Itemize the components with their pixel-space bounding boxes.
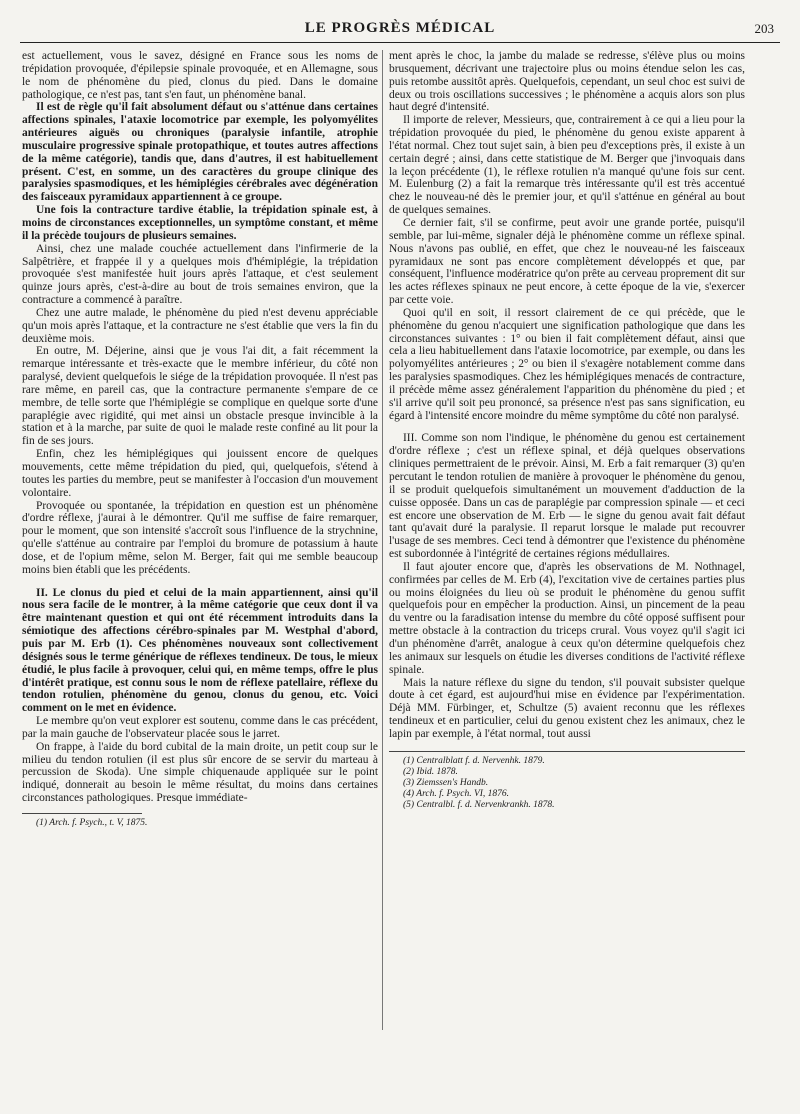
- journal-title: LE PROGRÈS MÉDICAL: [304, 20, 496, 36]
- paragraph: On frappe, à l'aide du bord cubital de la main droite, un petit coup sur le milieu du tendon rotulien (il est plus sûr encore de se servir du marteau à percussion de Skoda). Une simple chiquenaude appliquée sur le point indiqué, donnerait au besoin le même résultat, du moins dans certaines circonstances pathologiques. Presque immédiate-: [22, 740, 378, 805]
- paragraph: Mais la nature réflexe du signe du tendon, s'il pouvait subsister quelque doute à cet égard, est aujourd'hui mise en évidence par l'expérimentation. Déjà MM. Fürbinger, et, Schultze (5) avaient reconnu que les réflexes tendineux et en particulier, celui du genou existent chez les animaux, chez le lapin par exemple, à l'état normal, tout aussi: [389, 676, 745, 740]
- footnotes: [389, 751, 745, 811]
- paragraph: Une fois la contracture tardive établie, la trépidation spinale est, à moins de circonstances exceptionnelles, un symptôme constant, et même il la précède toujours de plusieurs semaines.: [22, 204, 378, 242]
- paragraph: En outre, M. Déjerine, ainsi que je vous l'ai dit, a fait récemment la remarque intéressante et très-exacte que le membre inférieur, du côté non paralysé, devient quelquefois le siége de la trépidation provoquée. Il n'est pas rare même, en pareil cas, que la contracture permanente s'empare de ce membre, de telle sorte que l'hémiplégie se complique en quelque sorte d'une paraplégie avec rigidité, qui met ainsi un obstacle presque invincible à la station et à la marche, par suite de quoi le malade reste confiné au lit pour la fin de ses jours.: [22, 345, 378, 448]
- footnote: (2) Ibid. 1878.: [403, 766, 458, 777]
- paragraph: est actuellement, vous le savez, désigné en France sous les noms de trépidation provoquée, d'épilepsie spinale provoquée, et en Allemagne, sous le nom de phénomène du pied, clonus du pied. Dans le domaine pathologique, ce n'est pas, tant s'en faut, un phénomène banal.: [22, 50, 378, 101]
- paragraph: Il importe de relever, Messieurs, que, contrairement à ce qui a lieu pour la trépidation provoquée du pied, le phénomène du genou existe apparent à l'état normal. Chez tout sujet sain, à bien peu d'exceptions près, il existe à un certain degré ; ainsi, dans cette statistique de M. Berger que j'invoquais dans la leçon précédente (1), le réflexe rotulien n'a manqué qu'une fois sur cent. M. Eulenburg (2) a fait la remarque très intéressante qu'il est très accentué chez le nouveau-né dès le premier jour, et qu'il s'atténue en général au bout de quelques semaines.: [389, 114, 745, 217]
- footnote: (5) Centralbl. f. d. Nervenkrankh. 1878.: [403, 799, 555, 810]
- paragraph: Quoi qu'il en soit, il ressort clairement de ce qui précède, que le phénomène du genou n'acquiert une signification pathologique que dans les circonstances suivantes : 1° ou bien il fait complètement défaut, ainsi que cela a lieu habituellement dans l'ataxie locomotrice, par exemple, ou dans les polyomyélites antérieures ; 2° ou bien il s'exagère notablement comme dans les paralysies spasmodiques. Chez les hémiplégiques menacés de contracture, il précède même assez généralement l'apparition du phénomène du pied ; et s'il arrive qu'il soit peu prononcé, sa présence n'est pas sans signification, eu égard à l'intensité encore moindre du même symptôme du côté non paralysé.: [389, 306, 745, 422]
- section-paragraph: III. Comme son nom l'indique, le phénomène du genou est certainement d'ordre réflexe ; c'est un réflexe spinal, et déjà quelques observations cliniques permettraient de le prévoir. Ainsi, M. Erb a fait remarquer (3) qu'en percutant le tendon rotulien de manière à provoquer le phénomène du genou, il se produit quelquefois simultanément un mouvement d'adduction de la cuisse opposée. Dans un cas de paraplégie par compression spinale — et ceci est encore une observation de M. Erb — le signe du genou avait fait défaut tant qu'avait duré la paralysie. Il reparut lorsque le malade put recouvrer l'usage de ses membres. Ceci tend à démontrer que l'existence du phénomène est subordonnée à l'intégrité de certaines régions médullaires.: [389, 432, 745, 561]
- paragraph: Ce dernier fait, s'il se confirme, peut avoir une grande portée, puisqu'il semble, par lui-même, signaler déjà le phénomène comme un réflexe spinal. Nous n'avons pas oublié, en effet, que chez le nouveau-né les faisceaux pyramidaux ne sont pas encore complètement développés et que, par conséquent, l'influence modératrice qu'on prête au cerveau proprement dit sur les actes réflexes spinaux ne peut encore, à cette époque de la vie, s'exercer par cette voie.: [389, 216, 745, 307]
- paragraph: Il est de règle qu'il fait absolument défaut ou s'atténue dans certaines affections spinales, l'ataxie locomotrice par exemple, les polyomyélites antérieures aiguës ou chroniques (paralysie infantile, atrophie musculaire progressive spinale protopathique, et toutes autres affections de la même catégorie), tandis que, dans d'autres, il est habituellement présent. C'est, en somme, un des caractères du groupe clinique des paralysies spasmodiques, et les hémiplégies cérébrales avec dégénération des faisceaux pyramidaux appartiennent à ce groupe.: [22, 101, 378, 204]
- paragraph: Chez une autre malade, le phénomène du pied n'est devenu appréciable qu'un mois après l'attaque, et la contracture ne s'est établie que vers la fin du deuxième mois.: [22, 306, 378, 345]
- paragraph: Provoquée ou spontanée, la trépidation en question est un phénomène d'ordre réflexe, j'aurai à le démontrer. Qu'il me suffise de faire remarquer, pour le moment, que son intensité s'accroît sous l'influence de la strychnine, qu'elle s'atténue au contraire par l'emploi du bromure de potassium à haute dose, et de l'opium même, selon M. Berger, fait qui me semble beaucoup moins bien établi que les précédents.: [22, 499, 378, 576]
- paragraph: Le membre qu'on veut explorer est soutenu, comme dans le cas précédent, par la main gauche de l'observateur placée sous le jarret.: [22, 715, 378, 740]
- left-column: [22, 50, 378, 829]
- right-column: [389, 50, 745, 811]
- footnote: (1) Arch. f. Psych., t. V, 1875.: [36, 817, 148, 828]
- page-header: [20, 18, 780, 43]
- column-divider: [382, 50, 383, 1030]
- paragraph: Enfin, chez les hémiplégiques qui jouissent encore de quelques mouvements, cette même trépidation du pied, qui, quelquefois, s'étend à toutes les parties du membre, peut se manifester à l'occasion d'un mouvement volontaire.: [22, 448, 378, 499]
- footnote: (1) Centralblatt f. d. Nervenhk. 1879.: [403, 755, 545, 766]
- paragraph: ment après le choc, la jambe du malade se redresse, s'élève plus ou moins brusquement, décrivant une trajectoire plus ou moins étendue selon les cas, puis retombe aussitôt après. Quelquefois, cependant, un seul choc est suivi de deux ou trois oscillations successives ; le phénomène a acquis alors son plus haut degré d'intensité.: [389, 50, 745, 114]
- paragraph: Il faut ajouter encore que, d'après les observations de M. Nothnagel, confirmées par celles de M. Erb (4), l'excitation vive de certaines parties plus ou moins éloignées du lieu où se produit le phénomène du genou suffit quelquefois pour en empêcher la production. Ainsi, un pincement de la peau du ventre ou la faradisation intense du membre du côté opposé suffisent pour mettre obstacle à la contraction du triceps crural. Vous voyez qu'il s'agit ici d'un phénomène d'arrêt, analogue à ceux qu'on détermine quelquefois chez les animaux sur lesquels on étudie les diverses conditions de l'activité réflexe spinale.: [389, 560, 745, 676]
- footnote: (3) Ziemssen's Handb.: [403, 777, 489, 788]
- paragraph: Ainsi, chez une malade couchée actuellement dans l'infirmerie de la Salpêtrière, et frappée il y a quelques mois d'hémiplégie, la trépidation provoquée s'est manifestée huit jours après l'attaque, et c'est seulement quinze jours après, c'est-à-dire au bout de trois semaines environ, que la contracture a commencé à paraître.: [22, 242, 378, 307]
- section-paragraph: II. Le clonus du pied et celui de la main appartiennent, ainsi qu'il nous sera facile de le montrer, à la même catégorie que ceux dont il va être maintenant question et qui ont été récemment introduits dans la sémiotique des affections cérébro-spinales par M. Westphal d'abord, puis par M. Erb (1). Ces phénomènes nouveaux sont collectivement désignés sous le terme générique de réflexes tendineux. De tous, le mieux étudié, le plus facile à provoquer, celui qui, en même temps, offre le plus d'intérêt pratique, est connu sous le nom de réflexe patellaire, réflexe du tendon rotulien, phénomène du genou, clonus du genou, etc. Voici comment on le met en évidence.: [22, 586, 378, 715]
- footnote-rule: [22, 813, 142, 814]
- footnote: (4) Arch. f. Psych. VI, 1876.: [403, 788, 510, 799]
- page-number: 203: [754, 21, 774, 36]
